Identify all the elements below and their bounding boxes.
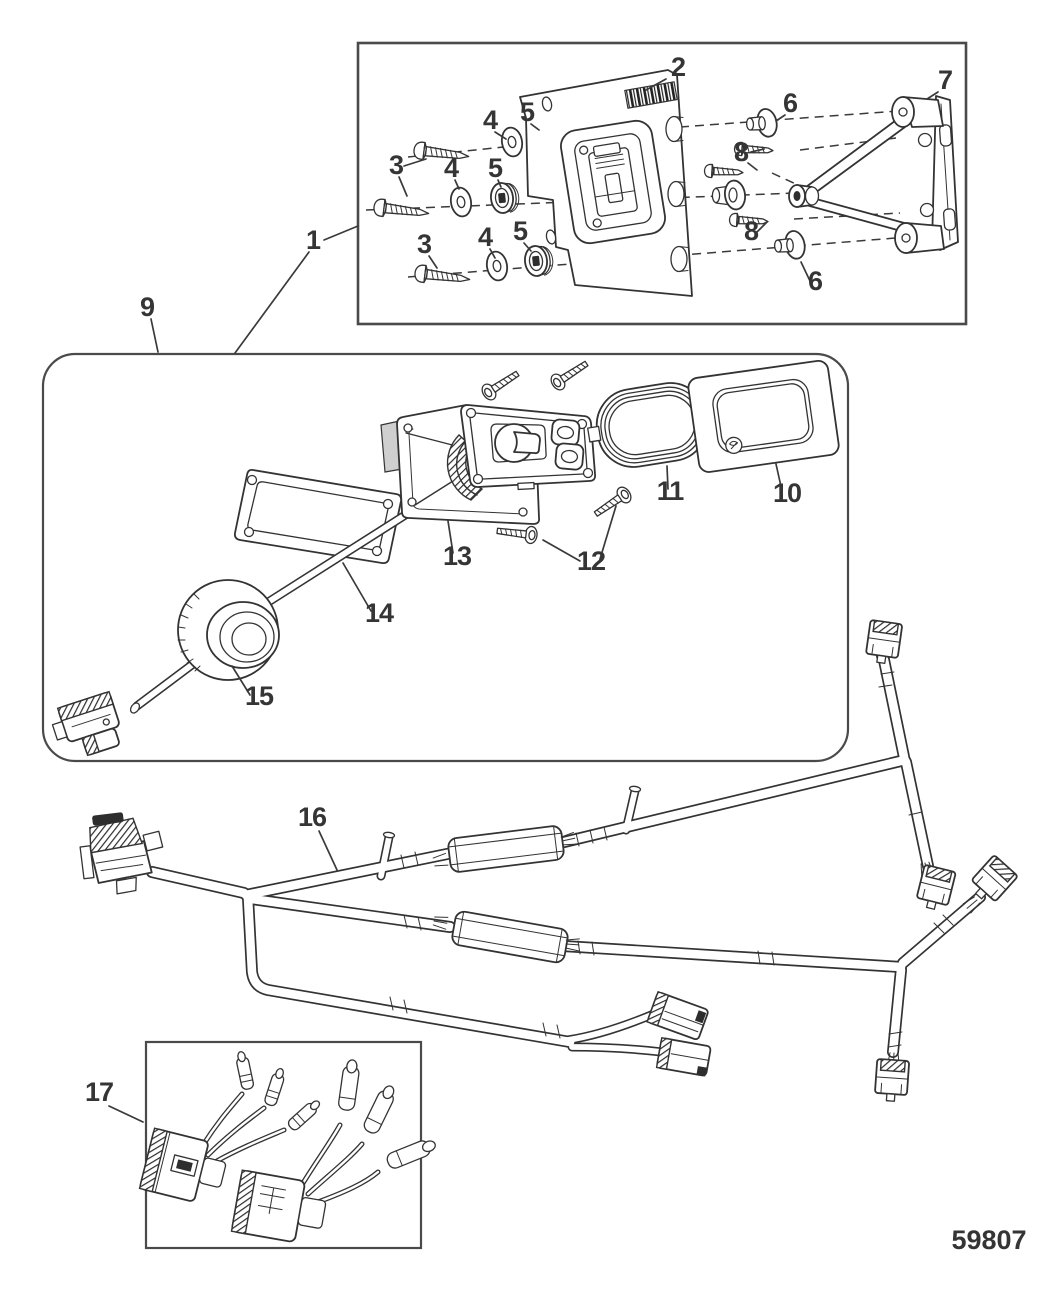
callout-17: 17 [84, 1077, 114, 1107]
callout-7: 7 [937, 65, 953, 95]
center-grommet [712, 179, 747, 211]
harness-16 [77, 620, 1018, 1102]
screw-top-a [479, 366, 522, 402]
screw-3-row1 [413, 141, 470, 165]
callout-8b: 8 [743, 216, 759, 246]
callout-16: 16 [297, 802, 327, 832]
rivet-6-top [746, 107, 780, 140]
callout-3a: 3 [388, 150, 404, 180]
screw-12-b [496, 522, 538, 544]
callout-10: 10 [772, 478, 802, 508]
washer-4-row3 [485, 250, 510, 282]
grommet-5-row2 [489, 181, 520, 214]
harness-connector-bottom-right [874, 1059, 909, 1102]
callout-5c: 5 [512, 216, 528, 246]
callout-4b: 4 [443, 153, 459, 183]
callout-1: 1 [305, 225, 321, 255]
callout-5b: 5 [487, 153, 503, 183]
triangle-bracket-7 [789, 96, 958, 253]
callout-15: 15 [244, 681, 274, 711]
callout-13: 13 [442, 541, 472, 571]
callout-12: 12 [576, 546, 606, 576]
callout-4a: 4 [482, 105, 498, 135]
callout-3b: 3 [416, 229, 432, 259]
harness-dual-connector-a [647, 992, 709, 1041]
callout-11: 11 [656, 476, 684, 506]
callout-6b: 6 [807, 266, 823, 296]
harness-main-connector [77, 808, 168, 897]
cover-10 [687, 360, 840, 474]
callout-8a: 8 [733, 137, 749, 167]
adapter-leads-box [140, 1042, 438, 1248]
callout-6a: 6 [782, 88, 798, 118]
screw-3-row3 [414, 264, 471, 288]
inline-module-lower [451, 910, 569, 963]
drawing-number: 59807 [951, 1225, 1027, 1255]
harness-connector-top-right [865, 620, 902, 665]
plate-connector-retainer [559, 119, 668, 246]
callout-5a: 5 [519, 97, 535, 127]
callout-14: 14 [364, 598, 394, 628]
inline-module-upper [447, 825, 564, 873]
adapter-b [232, 1059, 438, 1247]
screw-top-b [548, 356, 591, 392]
grommet-5-row3 [523, 244, 554, 277]
harness-dual-connector-b [657, 1038, 711, 1076]
screw-3-row2 [373, 198, 430, 222]
callout-9: 9 [139, 292, 155, 322]
switch-connector-cluster [48, 692, 126, 763]
washer-4-row2 [449, 186, 474, 218]
washer-4-row1 [500, 126, 525, 158]
rivet-6-bottom [774, 229, 808, 262]
gasket-14 [235, 470, 401, 563]
callout-4c: 4 [477, 222, 493, 252]
callout-2: 2 [670, 52, 686, 82]
switch-panel [461, 405, 595, 489]
